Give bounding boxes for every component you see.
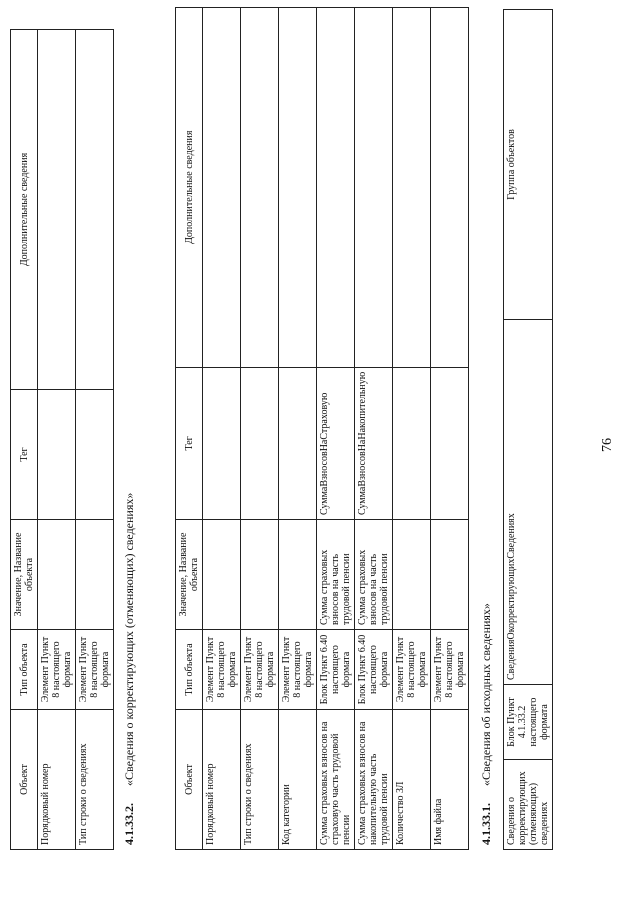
section2-title: «Сведения о корректирующих (отменяющих) сведениях» [122,492,136,786]
header-row [176,7,203,849]
cell-tag [203,367,241,519]
cell-extra [203,7,241,367]
header-extra: Дополнительные сведения [176,7,203,367]
header-value: Значение, Название объекта [176,520,203,630]
section2-heading [122,493,137,845]
top-table-group: Группа объектов [504,10,553,320]
cell-object: Тип строки о сведениях [76,710,114,850]
table-row [241,7,279,849]
cell-tag [393,367,431,519]
top-table [503,9,553,850]
cell-type: Элемент Пункт 8 настоящего формата [393,630,431,710]
cell-value: Сумма страховых взносов на часть трудовой пенсии [317,520,355,630]
top-table-object: Сведения о корректирующих (отменяющих) сведениях [504,760,553,850]
cell-type: Элемент Пункт 8 настоящего формата [203,630,241,710]
cell-extra [241,7,279,367]
cell-value [38,520,76,630]
cell-extra [279,7,317,367]
cell-object: Сумма страховых взносов на страховую часть трудовой пенсии [317,710,355,850]
section1-heading [479,603,494,845]
cell-value: Сумма страховых взносов на часть трудовой пенсии [355,520,393,630]
cell-type: Элемент Пункт 8 настоящего формата [38,630,76,710]
header-row [11,30,38,850]
cell-type: Элемент Пункт 8 настоящего формата [431,630,469,710]
cell-value [393,520,431,630]
cell-value [76,520,114,630]
cell-type: Элемент Пункт 8 настоящего формата [241,630,279,710]
cell-tag: СуммаВзносовНаНакопительную [355,367,393,519]
table-row [431,7,469,849]
table-row [38,30,76,850]
cell-value [279,520,317,630]
cell-tag [76,390,114,520]
table2-grid [10,29,114,850]
top-table-tag: СведенияОкорректирующихСведениях [504,320,553,685]
header-object: Объект [176,710,203,850]
cell-value [203,520,241,630]
cell-type: Блок Пункт 6.40 настоящего формата [317,630,355,710]
table1-grid [175,7,469,850]
top-table-type: Блок Пункт 4.1.33.2 настоящего формата [504,685,553,760]
table-row [504,10,553,850]
header-type: Тип объекта [176,630,203,710]
cell-object: Тип строки о сведениях [241,710,279,850]
header-value: Значение, Название объекта [11,520,38,630]
cell-value [241,520,279,630]
cell-extra [317,7,355,367]
cell-tag [38,390,76,520]
table-row [393,7,431,849]
table-row [355,7,393,849]
cell-type: Блок Пункт 6.40 настоящего формата [355,630,393,710]
cell-object: Имя файла [431,710,469,850]
cell-extra [76,30,114,390]
cell-extra [38,30,76,390]
cell-tag: СуммаВзносовНаСтраховую [317,367,355,519]
cell-object: Количество ЗЛ [393,710,431,850]
header-tag: Тег [176,367,203,519]
section1-number: 4.1.33.1. [479,803,493,845]
section2-number: 4.1.33.2. [122,803,136,845]
cell-type: Элемент Пункт 8 настоящего формата [76,630,114,710]
cell-object: Сумма страховых взносов на накопительную часть трудовой пенсии [355,710,393,850]
cell-tag [431,367,469,519]
cell-extra [431,7,469,367]
section1-title: «Сведения об исходных сведениях» [479,603,493,786]
page-number: 76 [600,438,615,452]
cell-object: Код категории [279,710,317,850]
cell-tag [279,367,317,519]
cell-object: Порядковый номер [38,710,76,850]
cell-value [431,520,469,630]
table-row [76,30,114,850]
cell-extra [393,7,431,367]
table-row [279,7,317,849]
header-tag: Тег [11,390,38,520]
header-type: Тип объекта [11,630,38,710]
cell-object: Порядковый номер [203,710,241,850]
cell-type: Элемент Пункт 8 настоящего формата [279,630,317,710]
table-row [203,7,241,849]
cell-tag [241,367,279,519]
header-extra: Дополнительные сведения [11,30,38,390]
table-row [317,7,355,849]
cell-extra [355,7,393,367]
header-object: Объект [11,710,38,850]
